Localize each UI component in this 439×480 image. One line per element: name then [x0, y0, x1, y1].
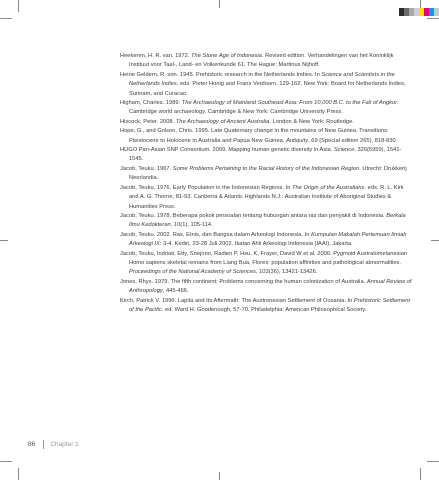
reference-title: Science and Scientists in the Netherlands Indies — [129, 71, 395, 88]
reference-entry — [120, 127, 412, 146]
reference-text: . Utrecht: Drukkerij Neerlandia. — [129, 165, 407, 182]
reference-entry — [120, 184, 412, 212]
center-mark — [219, 472, 220, 480]
color-swatch — [434, 8, 439, 16]
reference-list — [120, 52, 412, 315]
reference-text: Jacob, Teuku. 2002. Ras, Etnis, dan Bangsa dalam Arkeologi Indonesia. In — [120, 231, 312, 238]
reference-title: Some Problems Pertaining to the Racial History of the Indonesian Region — [172, 165, 360, 172]
reference-text: Jacob, Teuku. 1978. Beberapa pokok persoalan tentang hubungan antara ras dan penyakit di Indonesia. — [120, 212, 387, 219]
center-mark — [0, 240, 8, 241]
page-footer — [28, 440, 79, 449]
reference-entry — [120, 99, 412, 118]
reference-text: . London & New York: Routledge. — [269, 118, 354, 125]
reference-entry — [120, 118, 412, 127]
reference-entry — [120, 278, 412, 297]
center-mark — [219, 0, 220, 8]
reference-text: . eds. Pieter Honig and Frans Verdoorn, 129-162. New York: Board for Netherlands Indies, Surinam, and Curacao. — [129, 81, 406, 97]
reference-text: Jacob, Teuku, Indriati, Etty, Soejono, Radien P, Hsu, K, Frayer, David W et al. 2006. Pygmoid Australomelanesian Homo sapiens skeletal remains from Liang Bua, Flores: population affinities and pathological abnormalities. — [120, 250, 408, 266]
reference-entry — [120, 146, 412, 165]
crop-mark — [427, 18, 439, 19]
reference-text: : 3-4. Kediri, 23-28 Juli 2002. Ikatan Ahli Arkeologi Indonesia (IAAI), Jakarta. — [159, 241, 353, 248]
reference-text: Hiscock, Peter. 2008. — [120, 118, 176, 125]
reference-entry — [120, 52, 412, 71]
reference-title: The Origin of the Australians — [291, 184, 365, 191]
reference-text: Jacob, Teuku. 1967. — [120, 165, 173, 172]
reference-entry — [120, 297, 412, 316]
reference-title: Proceedings of the National Academy of Sciences — [129, 269, 256, 276]
reference-title: The Archaeology of Ancient Australia — [175, 118, 270, 125]
reference-text: Heekeren, H. R. van. 1972. — [120, 53, 192, 59]
reference-entry — [120, 71, 412, 99]
reference-text: , 326(5959), 1541-1545. — [129, 147, 402, 163]
crop-mark — [420, 468, 421, 480]
reference-entry — [120, 212, 412, 231]
reference-title: Antiquity — [286, 137, 309, 144]
footer-divider — [43, 440, 44, 449]
reference-text: Hope, G., and Golson, Chris. 1995. Late Quaternary change in the mountains of New Guinea. Transitions: Pleistocene to Holocene in Australia and Papua New Guinea. — [120, 128, 389, 144]
crop-mark — [427, 461, 439, 462]
reference-title: Science — [333, 147, 355, 154]
reference-title: Kumpulan Makalah Pertemuan Ilmiah Arkeologi IX — [129, 231, 407, 248]
color-calibration-bar — [399, 8, 439, 16]
crop-mark — [0, 18, 12, 19]
reference-text: Kirch, Patrick V. 1996. Lapita and Its Aftermath: The Austronesian Settlement of Oceania. In — [120, 297, 354, 304]
reference-title: The Stone Age of Indonesia — [191, 53, 262, 59]
reference-text: Heine Geldern, R. von. 1945. Prehistoric research in the Netherlands Indies. In — [120, 71, 322, 78]
reference-text: Jones, Rhys. 1979. The fifth continent: Problems concerning the human colonization of Australia. — [120, 278, 367, 285]
reference-text: . Revised edition. Verhandelingen van het Koninklijk Instituut voor Taal-, Land- en Volkenkunde 61. The Hague: Martinus Nijhoff. — [129, 53, 394, 69]
reference-entry — [120, 250, 412, 278]
reference-text: . eds. R. L. Kirk and A. G. Thorne, 81-93. Canberra & Atlantic Highlands N.J.: Australian Institute of Aboriginal Studies & Humanities Press. — [129, 184, 404, 210]
reference-title: Annual Review of Anthropology — [129, 278, 412, 295]
reference-text: . Cambridge world archaeology. Cambridge & New York: Cambridge University Press. — [129, 100, 399, 116]
crop-mark — [18, 0, 19, 12]
reference-title: The Archaeology of Mainland Southeast Asia: From 10,000 B.C. to the Fall of Angkor — [181, 100, 398, 107]
reference-title: Berkala Ilmu Kedokteran — [129, 212, 406, 229]
center-mark — [431, 240, 439, 241]
reference-entry — [120, 165, 412, 184]
crop-mark — [18, 468, 19, 480]
reference-text: , 445-466. — [162, 288, 189, 295]
page-number: 86 — [28, 441, 36, 448]
crop-mark — [0, 461, 12, 462]
reference-text: Jacob, Teuku. 1976. Early Population in the Indonesian Regions. In — [120, 184, 292, 191]
reference-text: , 69 (Special edition 265), 818-830. — [308, 137, 398, 144]
reference-text: , 10(1), 105-114. — [170, 222, 213, 229]
reference-title: Prehistoric Settlement of the Pacific — [129, 297, 410, 313]
reference-text: HUGO Pan-Asian SNP Consortium. 2009. Mapping human genetic diversity in Asia. — [120, 147, 334, 154]
chapter-label: Chapter 1 — [50, 441, 79, 448]
reference-text: Higham, Charles. 1989. — [120, 100, 182, 107]
reference-text: . ed. Ward H. Goodenough, 57-70. Philadelphia: American Philosophical Society. — [161, 306, 367, 313]
reference-text: , 103(36), 13421-13426. — [255, 269, 318, 276]
reference-entry — [120, 231, 412, 250]
